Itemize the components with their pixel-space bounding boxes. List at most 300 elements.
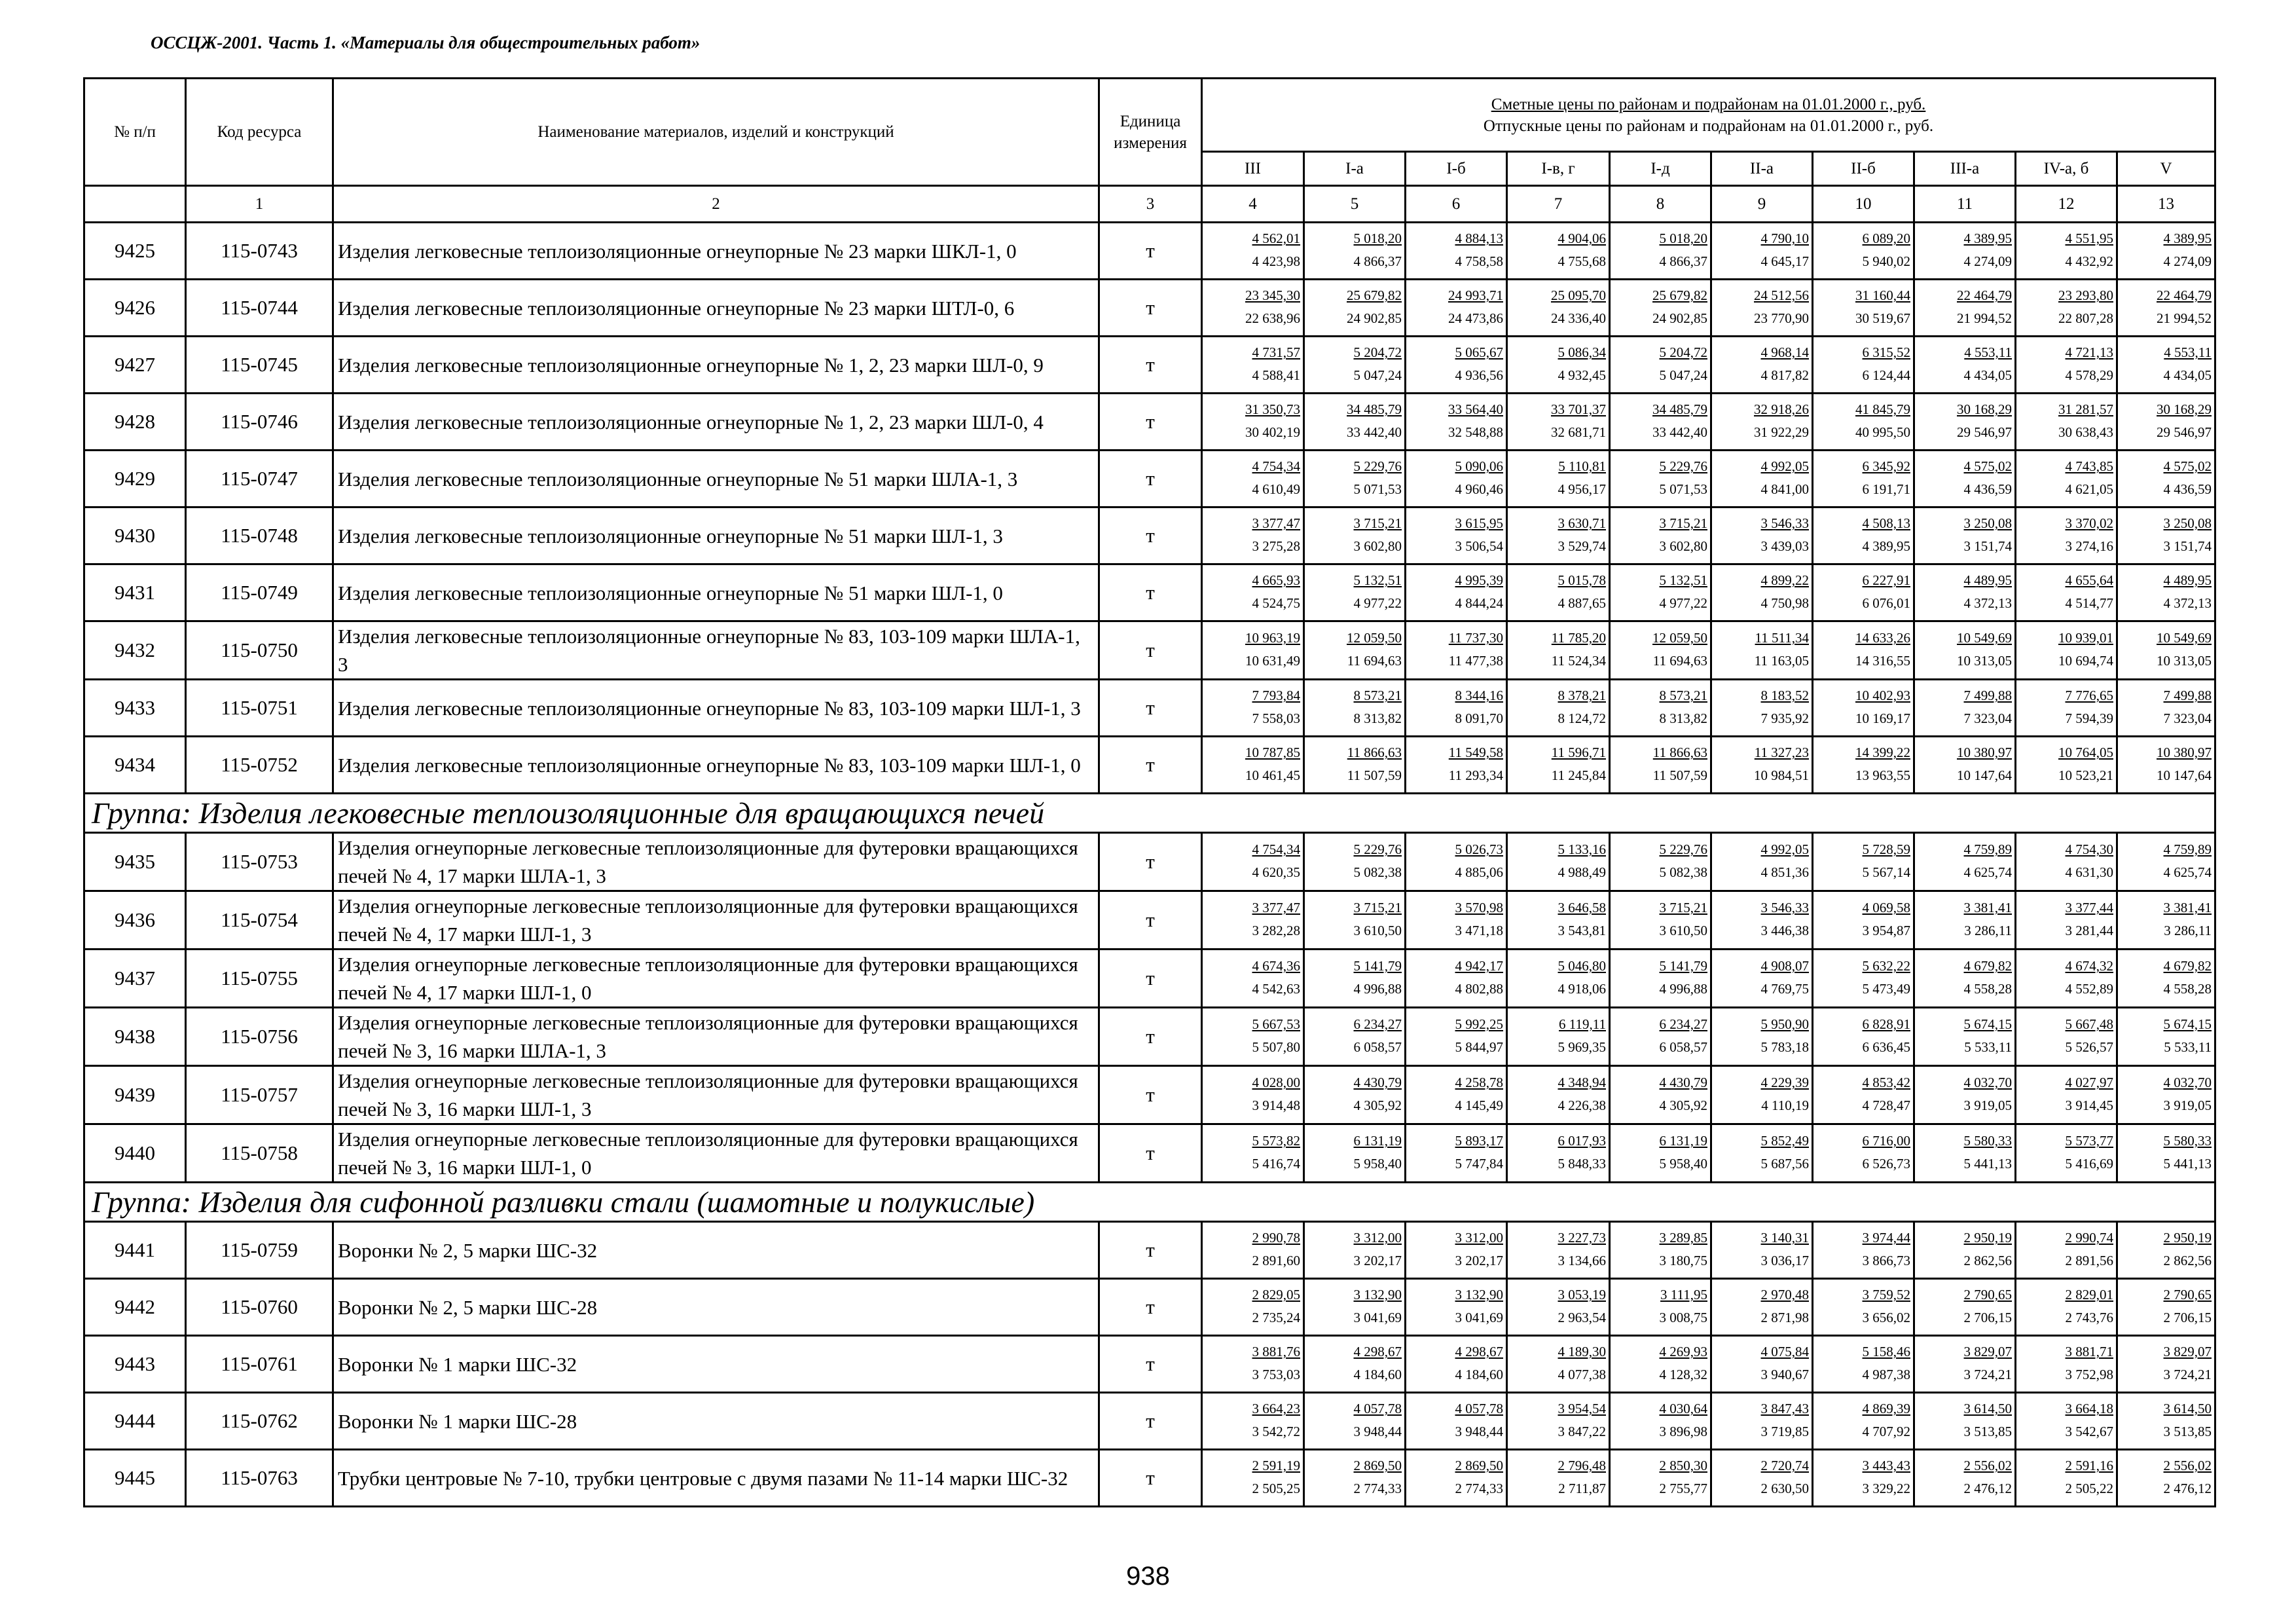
column-number-blank [84,186,186,223]
price-cell [1507,1066,1610,1124]
release-price: 3 724,21 [2163,1367,2212,1382]
release-price: 2 862,56 [2163,1253,2212,1268]
estimate-price: 6 131,19 [1659,1133,1707,1149]
column-number: 11 [1914,186,2016,223]
price-cell [1813,1124,1914,1183]
estimate-price: 2 790,65 [1963,1287,2012,1302]
estimate-price: 5 674,15 [2163,1016,2212,1032]
group-row [84,794,2215,833]
estimate-price: 25 679,82 [1652,287,1707,303]
release-price: 3 036,17 [1760,1253,1809,1268]
price-cell [1304,337,1406,394]
release-price: 2 743,76 [2065,1310,2113,1325]
material-name: Воронки № 1 марки ШС-28 [333,1393,1099,1450]
release-price: 4 226,38 [1558,1098,1606,1113]
estimate-price: 8 573,21 [1353,688,1402,703]
estimate-price: 4 908,07 [1760,958,1809,974]
release-price: 30 638,43 [2058,424,2113,440]
release-price: 11 163,05 [1754,653,1809,669]
estimate-price: 5 204,72 [1659,344,1707,360]
price-cell [2117,1066,2215,1124]
region-header: V [2117,152,2215,186]
price-cell [2117,1336,2215,1393]
release-price: 23 770,90 [1754,310,1809,326]
estimate-price: 4 665,93 [1252,572,1300,588]
price-cell [1304,680,1406,737]
release-price: 21 994,52 [1957,310,2012,326]
estimate-price: 4 731,57 [1252,344,1300,360]
release-price: 4 434,05 [2163,367,2212,383]
release-price: 4 558,28 [2163,981,2212,997]
price-cell [1914,1222,2016,1279]
price-cell [1610,891,1711,950]
estimate-price: 2 869,50 [1353,1458,1402,1473]
estimate-price: 3 630,71 [1558,515,1606,531]
estimate-price: 3 715,21 [1353,515,1402,531]
release-price: 3 008,75 [1659,1310,1707,1325]
release-price: 4 918,06 [1558,981,1606,997]
table-header [84,79,2215,223]
price-cell [1813,1450,1914,1507]
estimate-price: 31 281,57 [2058,401,2113,417]
estimate-price: 5 674,15 [1963,1016,2012,1032]
unit-of-measure: т [1099,891,1202,950]
table-row [84,621,2215,680]
table-row [84,680,2215,737]
release-price: 24 473,86 [1448,310,1503,326]
price-cell [1711,1279,1813,1336]
release-price: 4 184,60 [1353,1367,1402,1382]
estimate-price: 2 990,74 [2065,1230,2113,1246]
estimate-price: 11 866,63 [1652,745,1707,760]
estimate-price: 31 160,44 [1855,287,1910,303]
release-price: 2 630,50 [1760,1481,1809,1496]
price-cell [1610,337,1711,394]
price-cell [2016,1124,2117,1183]
estimate-price: 4 030,64 [1659,1401,1707,1416]
release-price: 10 147,64 [1957,767,2012,783]
price-cell [2016,394,2117,451]
release-price: 6 124,44 [1862,367,1910,383]
column-number: 13 [2117,186,2215,223]
row-number: 9440 [84,1124,186,1183]
price-cell [2117,833,2215,891]
resource-code: 115-0762 [186,1393,333,1450]
material-name: Изделия легковесные теплоизоляционные огнеупорные № 83, 103-109 марки ШЛ-1, 0 [333,737,1099,794]
estimate-price: 4 992,05 [1760,841,1809,857]
unit-of-measure: т [1099,223,1202,280]
header-code: Код ресурса [186,79,333,186]
release-price: 4 645,17 [1760,253,1809,269]
price-cell [1914,1336,2016,1393]
release-price: 4 372,13 [1963,595,2012,611]
material-name: Воронки № 2, 5 марки ШС-32 [333,1222,1099,1279]
region-header: I-д [1610,152,1711,186]
estimate-price: 3 570,98 [1455,900,1503,915]
estimate-price: 4 028,00 [1252,1075,1300,1090]
estimate-price: 4 679,82 [1963,958,2012,974]
table-body [84,223,2215,1507]
unit-of-measure: т [1099,1008,1202,1066]
price-cell [1813,1336,1914,1393]
price-cell [1610,564,1711,621]
resource-code: 115-0759 [186,1222,333,1279]
price-cell [2117,507,2215,564]
row-number: 9433 [84,680,186,737]
estimate-price: 5 132,51 [1659,572,1707,588]
release-price: 6 076,01 [1862,595,1910,611]
release-price: 3 954,87 [1862,923,1910,938]
release-price: 10 169,17 [1855,710,1910,726]
release-price: 3 847,22 [1558,1424,1606,1439]
estimate-price: 4 995,39 [1455,572,1503,588]
release-price: 4 514,77 [2065,595,2113,611]
estimate-price: 4 057,78 [1455,1401,1503,1416]
price-cell [2117,680,2215,737]
region-header: I-б [1406,152,1507,186]
estimate-price: 4 075,84 [1760,1344,1809,1359]
estimate-price: 4 721,13 [2065,344,2113,360]
header-name: Наименование материалов, изделий и конструкций [333,79,1099,186]
release-price: 3 513,85 [1963,1424,2012,1439]
estimate-price: 3 377,44 [2065,900,2113,915]
price-cell [2016,1450,2117,1507]
price-cell [1914,1008,2016,1066]
estimate-price: 30 168,29 [1957,401,2012,417]
price-cell [1507,1336,1610,1393]
estimate-price: 5 893,17 [1455,1133,1503,1149]
estimate-price: 6 315,52 [1862,344,1910,360]
price-cell [1304,451,1406,507]
price-cell [1914,451,2016,507]
material-name: Изделия легковесные теплоизоляционные огнеупорные № 51 марки ШЛА-1, 3 [333,451,1099,507]
release-price: 3 719,85 [1760,1424,1809,1439]
estimate-price: 5 141,79 [1353,958,1402,974]
region-header: III-а [1914,152,2016,186]
estimate-price: 4 674,32 [2065,958,2113,974]
estimate-price: 3 227,73 [1558,1230,1606,1246]
estimate-price: 22 464,79 [2157,287,2212,303]
release-price: 6 526,73 [1862,1156,1910,1172]
estimate-price: 4 027,97 [2065,1075,2113,1090]
release-price: 24 902,85 [1347,310,1402,326]
release-price: 3 275,28 [1252,538,1300,554]
release-price: 4 274,09 [2163,253,2212,269]
price-cell [1813,621,1914,680]
unit-of-measure: т [1099,1124,1202,1183]
price-cell [1813,1008,1914,1066]
release-price: 4 996,88 [1353,981,1402,997]
price-cell [1507,337,1610,394]
estimate-price: 2 950,19 [1963,1230,2012,1246]
price-cell [2117,1450,2215,1507]
estimate-price: 14 399,22 [1855,745,1910,760]
release-price: 2 706,15 [1963,1310,2012,1325]
row-number: 9429 [84,451,186,507]
row-number: 9427 [84,337,186,394]
release-price: 2 505,25 [1252,1481,1300,1496]
release-price: 11 477,38 [1448,653,1503,669]
estimate-price: 3 250,08 [2163,515,2212,531]
release-price: 4 524,75 [1252,595,1300,611]
table-row [84,1222,2215,1279]
price-cell [1610,1279,1711,1336]
release-price: 2 871,98 [1760,1310,1809,1325]
release-price: 4 610,49 [1252,481,1300,497]
price-cell [1610,833,1711,891]
release-price: 3 202,17 [1353,1253,1402,1268]
release-price: 4 389,95 [1862,538,1910,554]
estimate-price: 5 090,06 [1455,458,1503,474]
price-cell [2117,564,2215,621]
release-price: 10 631,49 [1245,653,1300,669]
estimate-price: 4 389,95 [1963,231,2012,246]
unit-of-measure: т [1099,280,1202,337]
resource-code: 115-0748 [186,507,333,564]
table-row [84,394,2215,451]
release-price: 5 082,38 [1659,864,1707,880]
price-cell [1304,1279,1406,1336]
price-cell [1711,680,1813,737]
resource-code: 115-0744 [186,280,333,337]
price-cell [1202,564,1304,621]
price-cell [1813,1279,1914,1336]
release-price: 10 694,74 [2058,653,2113,669]
resource-code: 115-0749 [186,564,333,621]
release-price: 6 058,57 [1353,1039,1402,1055]
release-price: 3 610,50 [1353,923,1402,938]
price-cell [1304,621,1406,680]
price-cell [1202,1222,1304,1279]
price-cell [1406,280,1507,337]
estimate-price: 34 485,79 [1347,401,1402,417]
material-name: Изделия легковесные теплоизоляционные огнеупорные № 23 марки ШКЛ-1, 0 [333,223,1099,280]
price-cell [1507,451,1610,507]
estimate-price: 3 974,44 [1862,1230,1910,1246]
estimate-price: 6 345,92 [1862,458,1910,474]
material-name: Трубки центровые № 7-10, трубки центровые с двумя пазами № 11-14 марки ШС-32 [333,1450,1099,1507]
price-cell [1711,950,1813,1008]
release-price: 5 441,13 [2163,1156,2212,1172]
release-price: 2 891,56 [2065,1253,2113,1268]
estimate-price: 5 046,80 [1558,958,1606,974]
estimate-price: 4 679,82 [2163,958,2212,974]
price-cell [1202,394,1304,451]
estimate-price: 4 189,30 [1558,1344,1606,1359]
estimate-price: 5 204,72 [1353,344,1402,360]
resource-code: 115-0755 [186,950,333,1008]
price-cell [1202,507,1304,564]
release-price: 14 316,55 [1855,653,1910,669]
estimate-price: 11 549,58 [1448,745,1503,760]
price-cell [1914,1393,2016,1450]
price-cell [1914,737,2016,794]
row-number: 9428 [84,394,186,451]
price-cell [1507,564,1610,621]
price-cell [2117,337,2215,394]
estimate-price: 23 345,30 [1245,287,1300,303]
estimate-price: 3 140,31 [1760,1230,1809,1246]
release-price: 10 147,64 [2157,767,2212,783]
estimate-price: 3 614,50 [2163,1401,2212,1416]
price-cell [1711,223,1813,280]
release-price: 3 542,72 [1252,1424,1300,1439]
release-price: 4 621,05 [2065,481,2113,497]
release-price: 4 274,09 [1963,253,2012,269]
price-cell [1202,280,1304,337]
price-cell [1813,507,1914,564]
estimate-price: 4 575,02 [1963,458,2012,474]
unit-of-measure: т [1099,950,1202,1008]
price-cell [2016,680,2117,737]
price-cell [1202,680,1304,737]
price-cell [1711,337,1813,394]
resource-code: 115-0753 [186,833,333,891]
resource-code: 115-0754 [186,891,333,950]
price-cell [1406,680,1507,737]
column-number: 3 [1099,186,1202,223]
price-cell [2016,891,2117,950]
release-price: 5 071,53 [1353,481,1402,497]
estimate-price: 4 489,95 [2163,572,2212,588]
column-number: 1 [186,186,333,223]
column-number: 9 [1711,186,1813,223]
price-cell [1610,680,1711,737]
release-price: 11 293,34 [1448,767,1503,783]
price-cell [2117,891,2215,950]
release-price: 3 180,75 [1659,1253,1707,1268]
price-cell [1813,451,1914,507]
estimate-price: 3 715,21 [1659,515,1707,531]
table-row [84,891,2215,950]
table-row [84,564,2215,621]
estimate-price: 32 918,26 [1754,401,1809,417]
release-price: 5 848,33 [1558,1156,1606,1172]
estimate-price: 3 646,58 [1558,900,1606,915]
price-cell [2016,1336,2117,1393]
estimate-price: 3 664,18 [2065,1401,2113,1416]
price-cell [1304,507,1406,564]
resource-code: 115-0760 [186,1279,333,1336]
release-price: 3 656,02 [1862,1310,1910,1325]
estimate-price: 2 829,05 [1252,1287,1300,1302]
price-cell [1406,1279,1507,1336]
estimate-price: 3 715,21 [1353,900,1402,915]
estimate-price: 5 580,33 [2163,1133,2212,1149]
unit-of-measure: т [1099,394,1202,451]
estimate-price: 5 632,22 [1862,958,1910,974]
estimate-price: 5 667,53 [1252,1016,1300,1032]
price-cell [1406,1450,1507,1507]
release-price: 7 323,04 [2163,710,2212,726]
row-number: 9443 [84,1336,186,1393]
resource-code: 115-0743 [186,223,333,280]
unit-of-measure: т [1099,1336,1202,1393]
release-price: 4 987,38 [1862,1367,1910,1382]
price-cell [1813,737,1914,794]
estimate-price: 25 679,82 [1347,287,1402,303]
estimate-price: 2 850,30 [1659,1458,1707,1473]
region-header: II-а [1711,152,1813,186]
release-price: 4 885,06 [1455,864,1503,880]
price-cell [1406,394,1507,451]
release-price: 6 191,71 [1862,481,1910,497]
price-cell [1914,280,2016,337]
estimate-price: 11 785,20 [1551,630,1606,646]
material-name: Изделия легковесные теплоизоляционные огнеупорные № 1, 2, 23 марки ШЛ-0, 4 [333,394,1099,451]
price-cell [1711,891,1813,950]
resource-code: 115-0758 [186,1124,333,1183]
release-price: 3 274,16 [2065,538,2113,554]
price-cell [1711,1336,1813,1393]
estimate-price: 3 053,19 [1558,1287,1606,1302]
release-price: 4 436,59 [1963,481,2012,497]
table-row [84,1450,2215,1507]
estimate-price: 2 970,48 [1760,1287,1809,1302]
price-cell [1507,280,1610,337]
estimate-price: 4 430,79 [1353,1075,1402,1090]
table-row [84,833,2215,891]
price-cell [1304,833,1406,891]
price-cell [1406,1008,1507,1066]
estimate-price: 22 464,79 [1957,287,2012,303]
estimate-price: 4 489,95 [1963,572,2012,588]
estimate-price: 4 298,67 [1455,1344,1503,1359]
estimate-price: 8 344,16 [1455,688,1503,703]
region-header: IV-а, б [2016,152,2117,186]
estimate-price: 11 327,23 [1754,745,1809,760]
release-price: 3 529,74 [1558,538,1606,554]
release-price: 6 058,57 [1659,1039,1707,1055]
column-number: 12 [2016,186,2117,223]
release-price: 4 305,92 [1659,1098,1707,1113]
price-cell [2016,1279,2117,1336]
estimate-price: 3 443,43 [1862,1458,1910,1473]
price-cell [2117,1222,2215,1279]
estimate-price: 25 095,70 [1551,287,1606,303]
header-unit: Единица измерения [1099,79,1202,186]
release-price: 4 932,45 [1558,367,1606,383]
release-price: 3 471,18 [1455,923,1503,938]
estimate-price: 4 869,39 [1862,1401,1910,1416]
release-price: 8 313,82 [1659,710,1707,726]
price-cell [1711,621,1813,680]
price-cell [1202,737,1304,794]
header-num: № п/п [84,79,186,186]
release-price: 3 041,69 [1353,1310,1402,1325]
release-price: 5 416,69 [2065,1156,2113,1172]
release-price: 4 866,37 [1659,253,1707,269]
price-cell [1507,1124,1610,1183]
price-cell [1813,1066,1914,1124]
release-price: 32 681,71 [1551,424,1606,440]
price-cell [1202,1393,1304,1450]
price-cell [1711,280,1813,337]
price-cell [1914,1450,2016,1507]
estimate-price: 5 580,33 [1963,1133,2012,1149]
release-price: 3 282,28 [1252,923,1300,938]
estimate-price: 3 312,00 [1455,1230,1503,1246]
price-cell [1304,1336,1406,1393]
release-price: 4 887,65 [1558,595,1606,611]
price-cell [1202,1066,1304,1124]
estimate-price: 4 754,34 [1252,458,1300,474]
estimate-price: 4 032,70 [1963,1075,2012,1090]
estimate-price: 5 018,20 [1659,231,1707,246]
page-number: 938 [1126,1562,1170,1591]
estimate-price: 3 111,95 [1660,1287,1707,1302]
release-price: 22 807,28 [2058,310,2113,326]
